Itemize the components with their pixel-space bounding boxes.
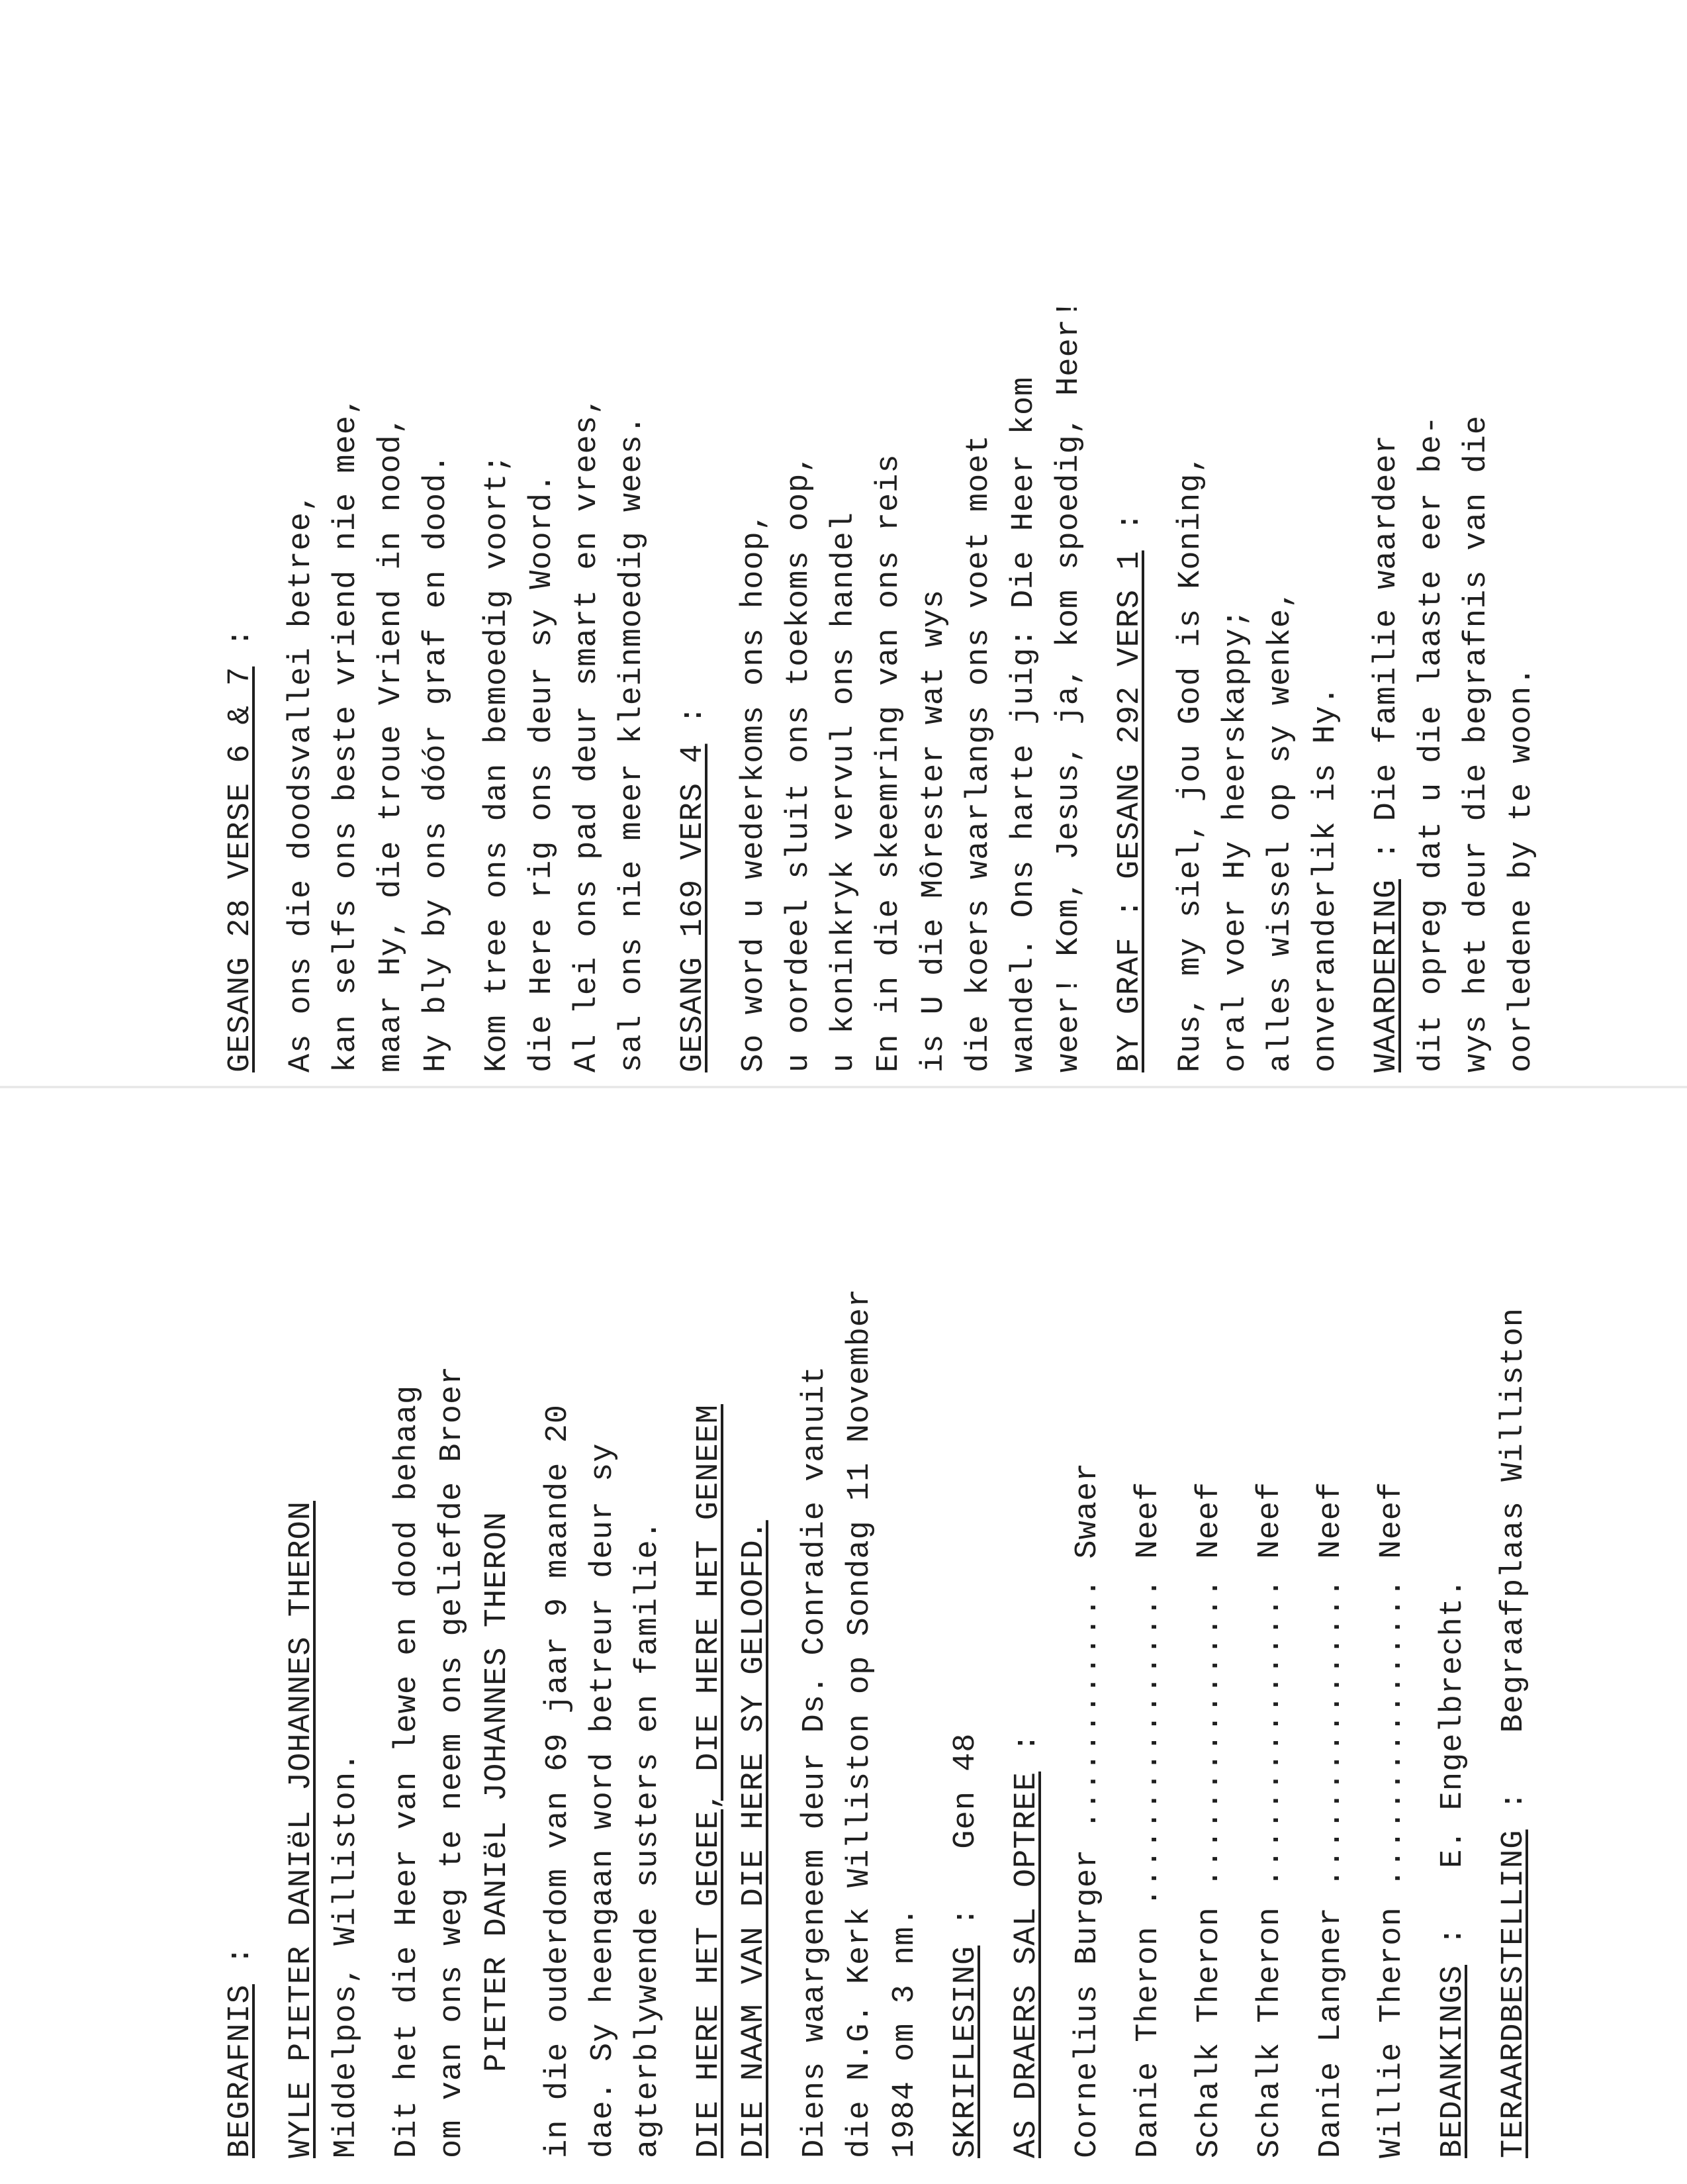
hymn1-title: GESANG 28 VERSE 6 & 7 [223,666,258,1072]
bearer-relation: Neef [1192,1481,1227,1559]
bearer-dots: ................ [1192,1558,1227,1888]
hymn2-line: is U die Môrester wat wys [917,589,952,1072]
appreciation-text: : Die familie waardeer [1369,434,1404,879]
hymn1-line: Hy bly by ons dóór graf en dood. [419,453,454,1072]
heading-line [218,1165,263,2158]
service-line-2: die N.G. Kerk Williston op Sondag 11 November [843,1288,878,2158]
scripture-value: : Gen 48 [948,1733,983,1946]
bearer-relation: Swaer [1070,1462,1105,1559]
deceased-name-centered: PIETER DANIëL JOHANNES THERON [480,1511,515,2072]
burial-value: : Begraafplaas Williston [1496,1307,1531,1830]
appreciation-line: oorledene by te woon. [1504,666,1539,1072]
grave-title-line [1108,79,1153,1072]
bearer-dots: ................ [1314,1558,1349,1888]
thanks-value: : E. Engelbrecht. [1436,1578,1471,1965]
grave-line: Rus, my siel, jou God is Koning, [1173,453,1208,1072]
hymn2-line: weer! Kom, Jesus, ja, kom spoedig, Heer! [1052,299,1087,1072]
bearer-dots: ............. [1070,1558,1105,1830]
bearers-heading-suffix: : [1009,1733,1044,1772]
bearer-relation: Neef [1375,1481,1410,1559]
hymn2-line: u oordeel sluit ons toekoms oop, [782,453,817,1072]
funeral-notice-page [218,1165,1531,2158]
bearer-name: Cornelius Burger [1070,1829,1105,2158]
verse-line-2: DIE NAAM VAN DIE HERE SY GELOOFD. [737,1520,772,2158]
hymn1-line: Kom tree ons dan bemoedig voort; [480,453,515,1072]
bearer-dots: ................ [1375,1558,1410,1888]
hymn1-line: sal ons nie meer kleinmoedig wees. [615,415,650,1072]
grave-line: alles wissel op sy wenke, [1263,589,1299,1072]
appreciation-line-1 [1365,79,1410,1072]
bearer-name: Schalk Theron [1192,1887,1227,2158]
age-line-1: in die ouderdom van 69 jaar 9 maande 20 [541,1404,576,2158]
heading-suffix: : [223,1945,258,1985]
hymn1-line: die Here rig ons deur sy Woord. [525,473,560,1072]
bearer-relation: Neef [1314,1481,1349,1559]
hymn2-line: So word u wederkoms ons hoop, [737,512,772,1072]
hymn2-line: En in die skeemring van ons reis [872,453,907,1072]
deceased-place: Middelpos, Williston. [329,1752,364,2158]
service-line-3: 1984 om 3 nm. [888,1907,923,2158]
hymn1-line: maar Hy, die troue Vriend in nood, [374,415,409,1072]
intro-line-2: om van ons weg te neem ons geliefde Broer [435,1365,470,2158]
page-fold [0,1086,1687,1088]
bearer-dots: ................ [1253,1558,1288,1888]
bearer-name: Danie Langner [1314,1887,1349,2158]
bearer-name: Schalk Theron [1253,1887,1288,2158]
hymn2-title-line [671,79,716,1072]
grave-line: onveranderlik is Hy. [1308,685,1344,1072]
hymn1-suffix: : [223,628,258,667]
burial-label: TERAARDBESTELLING [1496,1829,1531,2158]
bearer-name: Willie Theron [1375,1887,1410,2158]
bearer-relation: Neef [1131,1481,1166,1559]
age-line-3: agterblywende susters en familie. [631,1520,666,2158]
bearer-row [1309,1165,1354,2158]
hymn2-line: die koers waarlangs ons voet moet [962,434,997,1072]
appreciation-line: dit opreg dat u die laaste eer be- [1414,415,1449,1072]
hymn2-line: u koninkryk vervul ons handel [827,512,862,1072]
service-line-1: Diens waargeneem deur Ds. Conradie vanuit [798,1365,833,2158]
verse-line-1: DIE HERE HET GEGEE, DIE HERE HET GENEEM [692,1404,727,2158]
bearer-name: Danie Theron [1131,1907,1166,2158]
grave-title: BY GRAF : GESANG 292 VERS 1 [1113,550,1148,1072]
grave-line: oral voer Hy heerskappy; [1218,608,1254,1072]
age-line-2: dae. Sy heengaan word betreur deur sy [586,1443,621,2158]
appreciation-label: WAARDERING [1369,878,1404,1072]
scripture-label: SKRIFLESING [948,1945,983,2158]
hymn2-line: wandel. Ons harte juig: Die Heer kom [1007,376,1042,1072]
hymn2-title: GESANG 169 VERS 4 [676,743,711,1072]
hymn1-line: kan selfs ons beste vriend nie mee, [329,395,364,1072]
hymn2-suffix: : [676,705,711,744]
hymn1-line: As ons die doodsvallei betree, [284,492,319,1072]
hymn1-title-line [218,79,263,1072]
bearer-dots: ................. [1131,1558,1166,1907]
grave-suffix: : [1113,512,1148,551]
deceased-name: WYLE PIETER DANIëL JOHANNES THERON [284,1501,319,2158]
burial-line [1492,1165,1537,2158]
scripture-reading [944,1165,989,2158]
bearer-relation: Neef [1253,1481,1288,1559]
heading: BEGRAFNIS [223,1984,258,2158]
thanks-label: BEDANKINGS [1436,1964,1471,2158]
bearer-row [1066,1165,1111,2158]
bearer-row [1126,1165,1171,2158]
bearers-heading: AS DRAERS SAL OPTREE [1009,1771,1044,2158]
bearers-heading-line [1005,1165,1050,2158]
appreciation-line: wys het deur die begrafnis van die [1459,415,1494,1072]
bearer-row [1248,1165,1293,2158]
hymn1-line: Al lei ons pad deur smart en vrees, [570,395,605,1072]
hymns-page [218,79,1539,1072]
bearer-row [1370,1165,1415,2158]
bearer-row [1187,1165,1232,2158]
intro-line-1: Dit het die Heer van lewe en dood behaag [390,1384,425,2158]
thanks-line [1431,1165,1476,2158]
